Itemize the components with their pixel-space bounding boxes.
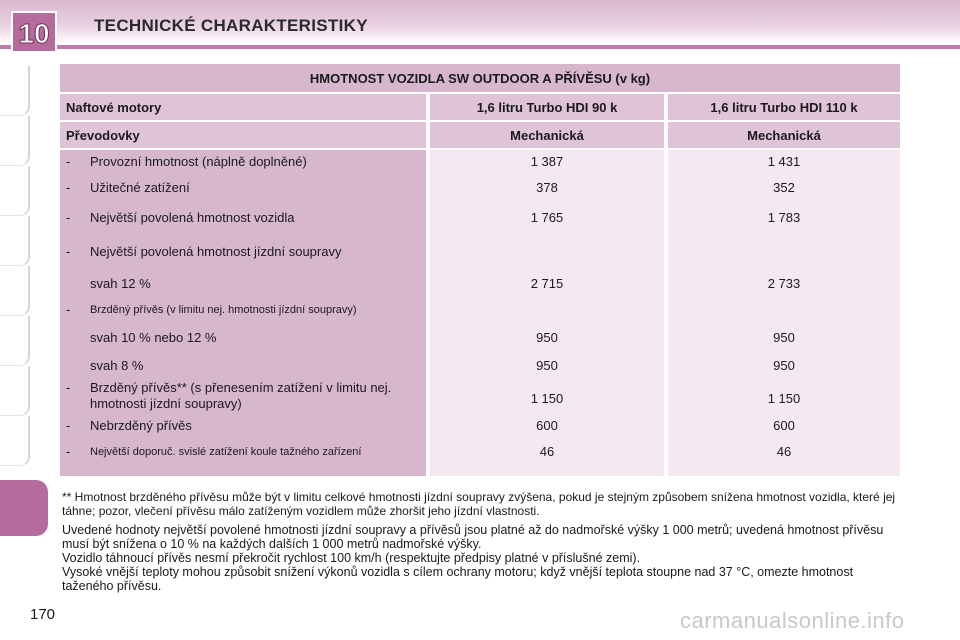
row-dash	[60, 358, 90, 380]
chapter-tab[interactable]	[0, 166, 30, 216]
row-label: Největší doporuč. svislé zatížení koule tažného zařízení	[90, 446, 362, 458]
table-cell-value: 378	[536, 180, 558, 195]
table-row-label	[60, 154, 426, 180]
row-dash: -	[66, 418, 71, 433]
row-dash	[60, 330, 90, 358]
table-cell-value: 1 431	[767, 154, 801, 169]
row-label: svah 8 %	[90, 358, 144, 373]
table-row-label	[60, 244, 426, 276]
table-cell-value: 2 733	[767, 276, 801, 291]
chapter-tab-active[interactable]	[0, 480, 48, 536]
table-row-label	[60, 380, 426, 418]
row-label: svah 10 % nebo 12 %	[90, 330, 217, 345]
table-cell-value: 352	[773, 180, 795, 195]
table-cell-value	[430, 244, 664, 276]
table-row-label	[60, 444, 426, 470]
chapter-tabs	[0, 66, 34, 536]
row-label: Provozní hmotnost (náplně doplněné)	[90, 154, 307, 169]
footnote: ** Hmotnost brzděného přívěsu může být v limitu celkové hmotnosti jízdní soupravy zvýšena, pokud je stejným způsobem snížena hmotnost vozidla, které jej táhne; pozor, vlečení přívěsu málo zatíženým vozidlem může zhoršit jeho jízdní vlastnosti.	[62, 490, 896, 518]
chapter-tab[interactable]	[0, 266, 30, 316]
table-cell-value: 1 783	[767, 210, 801, 225]
table-cell-value: 1 387	[530, 154, 564, 169]
engine-col-1: 1,6 litru Turbo HDI 90 k	[430, 94, 664, 120]
row-dash: -	[66, 210, 71, 225]
chapter-tab[interactable]	[0, 216, 30, 266]
note-line: Vozidlo táhnoucí přívěs nesmí překročit rychlost 100 km/h (respektujte předpisy platné v příslušné zemi).	[62, 551, 641, 565]
row-dash: -	[66, 154, 71, 169]
table-row-label	[60, 302, 426, 330]
weights-table	[56, 62, 904, 478]
table-cell-value: 1 150	[530, 391, 564, 406]
table-cell-value: 1 150	[767, 391, 801, 406]
table-cell-value: 600	[536, 418, 558, 433]
gearbox-label: Převodovky	[60, 122, 426, 148]
table-cell-value: 950	[536, 330, 558, 345]
table-cell-value: 1 765	[530, 210, 564, 225]
table-row-label	[60, 276, 426, 302]
page-number: 170	[30, 606, 56, 623]
values-col-1	[430, 150, 664, 476]
table-cell-value	[668, 302, 900, 330]
table-row-label	[60, 358, 426, 380]
table-cell-value: 46	[539, 444, 555, 459]
values-col-2	[668, 150, 900, 476]
table-cell-value: 950	[536, 358, 558, 373]
chapter-tab[interactable]	[0, 316, 30, 366]
row-label: Užitečné zatížení	[90, 180, 190, 195]
note-line: Vysoké vnější teploty mohou způsobit snížení výkonů vozidla s cílem ochrany motoru; když vnější teplota stoupne nad 37 °C, omezte hmotnost taženého přívěsu.	[62, 565, 854, 593]
engine-label: Naftové motory	[60, 94, 426, 120]
chapter-tab[interactable]	[0, 66, 30, 116]
table-cell-value: 46	[776, 444, 792, 459]
table-cell-value	[668, 244, 900, 276]
row-label: svah 12 %	[90, 276, 151, 291]
table-cell-value: 2 715	[530, 276, 564, 291]
row-label: Nebrzděný přívěs	[90, 418, 192, 433]
table-row-label	[60, 180, 426, 210]
table-cell-value: 600	[773, 418, 795, 433]
table-cell-value: 950	[773, 330, 795, 345]
table-row-label	[60, 418, 426, 444]
chapter-number: 10	[18, 18, 50, 49]
row-dash: -	[66, 380, 71, 395]
note-line: Uvedené hodnoty největší povolené hmotnosti jízdní soupravy a přívěsů jsou platné až do nadmořské výšky 1 000 metrů; uvedená hmotnost přívěsu musí být snížena o 10 % na každých dalších 1 000 metrů nadmořské výšky.	[62, 523, 884, 551]
header-divider	[0, 45, 960, 49]
table-row-label	[60, 210, 426, 244]
chapter-badge	[8, 8, 60, 56]
chapter-tab[interactable]	[0, 366, 30, 416]
row-dash: -	[66, 244, 71, 259]
row-labels-cell	[60, 150, 426, 476]
notes-paragraph	[62, 523, 904, 593]
row-label: Brzděný přívěs (v limitu nej. hmotnosti jízdní soupravy)	[90, 304, 357, 316]
gearbox-col-2: Mechanická	[668, 122, 900, 148]
watermark: carmanualsonline.info	[680, 608, 905, 633]
row-dash: -	[66, 302, 71, 317]
chapter-tab[interactable]	[0, 116, 30, 166]
row-label: Brzděný přívěs** (s přenesením zatížení v limitu nej. hmotnosti jízdní soupravy)	[90, 380, 392, 411]
table-cell-value	[430, 302, 664, 330]
chapter-tab[interactable]	[0, 416, 30, 466]
row-label: Největší povolená hmotnost vozidla	[90, 210, 295, 225]
row-dash: -	[66, 180, 71, 195]
page-title: TECHNICKÉ CHARAKTERISTIKY	[94, 16, 368, 35]
table-row-label	[60, 330, 426, 358]
row-label: Největší povolená hmotnost jízdní soupravy	[90, 244, 342, 259]
table-cell-value: 950	[773, 358, 795, 373]
table-title: HMOTNOST VOZIDLA SW OUTDOOR A PŘÍVĚSU (v kg)	[60, 64, 900, 92]
row-dash	[60, 276, 90, 302]
engine-col-2: 1,6 litru Turbo HDI 110 k	[668, 94, 900, 120]
gearbox-col-1: Mechanická	[430, 122, 664, 148]
row-dash: -	[66, 444, 71, 459]
